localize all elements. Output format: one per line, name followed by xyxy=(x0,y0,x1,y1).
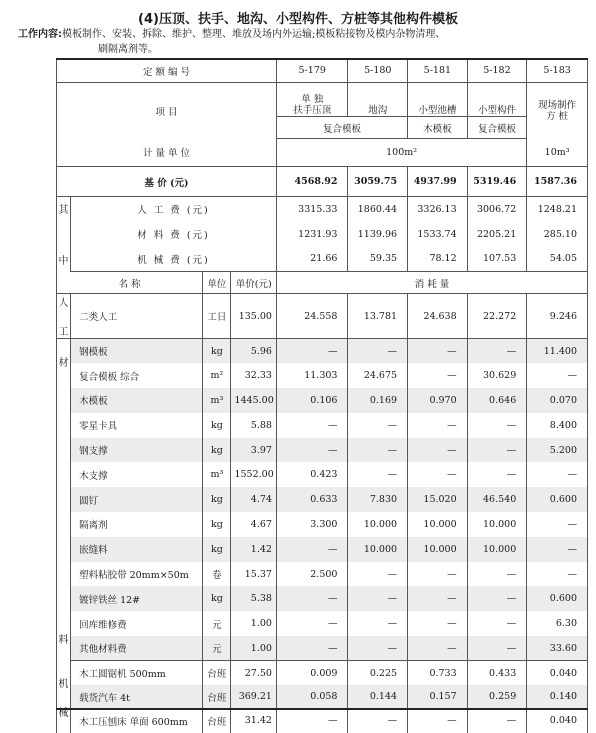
consumption-value: — xyxy=(527,363,588,388)
quota-code: 5-180 xyxy=(348,59,408,83)
consumption-value: 5.200 xyxy=(527,438,588,463)
consumption-value: 0.646 xyxy=(467,388,527,413)
consumption-value: — xyxy=(467,636,527,661)
breakdown-value: 1860.44 xyxy=(348,197,408,222)
consumption-value: 6.30 xyxy=(527,611,588,636)
item-row xyxy=(57,83,588,117)
consumption-value: — xyxy=(408,562,468,587)
resource-name: 木工压刨床 单面 600mm xyxy=(71,709,203,733)
quota-code: 5-179 xyxy=(276,59,348,83)
resource-name: 载货汽车 4t xyxy=(71,685,203,709)
col-price: 单价(元) xyxy=(231,272,277,294)
resource-unit: m³ xyxy=(203,388,231,413)
resource-price: 31.42 xyxy=(231,709,277,733)
side-qi: 其 xyxy=(58,205,69,217)
resource-name: 回库维修费 xyxy=(71,611,203,636)
col-consume: 消 耗 量 xyxy=(276,272,587,294)
consumption-value: — xyxy=(467,611,527,636)
breakdown-value: 1231.93 xyxy=(276,222,348,247)
breakdown-value: 21.66 xyxy=(276,247,348,272)
base-price-label: 基 价 (元) xyxy=(57,167,277,197)
work-content-line1: 模板制作、安装、拆除、维护、整理、堆放及场内外运输;模板粘接物及模内杂物清理、 xyxy=(62,29,446,40)
consumption-value: — xyxy=(348,709,408,733)
breakdown-label: 人 工 费 (元) xyxy=(71,197,277,222)
item-name: 地沟 xyxy=(348,83,408,117)
side-label-material xyxy=(57,339,71,661)
resource-name: 圆钉 xyxy=(71,487,203,512)
consumption-value: 0.423 xyxy=(276,462,348,487)
resource-price: 3.97 xyxy=(231,438,277,463)
consumption-value: — xyxy=(276,537,348,562)
consumption-value: — xyxy=(348,413,408,438)
resource-price: 4.67 xyxy=(231,512,277,537)
unit-label: 计 量 单 位 xyxy=(57,139,277,167)
breakdown-value: 107.53 xyxy=(467,247,527,272)
resource-name: 其他材料费 xyxy=(71,636,203,661)
resource-row xyxy=(57,661,588,685)
resource-unit: kg xyxy=(203,413,231,438)
side-label-machine xyxy=(57,661,71,733)
col-unit: 单位 xyxy=(203,272,231,294)
work-content xyxy=(18,27,588,57)
consumption-value: 0.070 xyxy=(527,388,588,413)
base-price: 4568.92 xyxy=(276,167,348,197)
resource-row xyxy=(57,537,588,562)
breakdown-value: 3006.72 xyxy=(467,197,527,222)
resource-row xyxy=(57,636,588,661)
resource-row xyxy=(57,413,588,438)
resource-unit: kg xyxy=(203,339,231,364)
consumption-value: 10.000 xyxy=(467,512,527,537)
base-price: 3059.75 xyxy=(348,167,408,197)
consumption-value: — xyxy=(527,462,588,487)
consumption-value: 0.733 xyxy=(408,661,468,685)
resource-name: 木模板 xyxy=(71,388,203,413)
consumption-value: — xyxy=(467,413,527,438)
side-label-machine-char: 机 xyxy=(58,678,69,690)
consumption-value: — xyxy=(408,709,468,733)
side-label-qizhong xyxy=(57,197,71,272)
resource-row xyxy=(57,388,588,413)
side-zhong: 中 xyxy=(58,256,69,268)
resource-unit: kg xyxy=(203,586,231,611)
resource-unit: kg xyxy=(203,512,231,537)
resource-name: 二类人工 xyxy=(71,294,203,339)
resource-row xyxy=(57,512,588,537)
resource-row xyxy=(57,709,588,733)
resource-unit: 台班 xyxy=(203,661,231,685)
resource-row xyxy=(57,562,588,587)
unit-main: 100m² xyxy=(276,139,526,167)
base-price: 1587.36 xyxy=(527,167,588,197)
consumption-value: 10.000 xyxy=(467,537,527,562)
consumption-value: 0.009 xyxy=(276,661,348,685)
consumption-value: — xyxy=(467,462,527,487)
side-label-labor-char: 工 xyxy=(58,327,69,338)
breakdown-value: 285.10 xyxy=(527,222,588,247)
page-title: (4)压顶、扶手、地沟、小型构件、方桩等其他构件模板 xyxy=(138,12,458,27)
consumption-value: — xyxy=(276,586,348,611)
side-label-machine-char: 械 xyxy=(58,707,69,719)
item-label: 项 目 xyxy=(57,83,277,139)
resource-row xyxy=(57,586,588,611)
breakdown-value: 1139.96 xyxy=(348,222,408,247)
quota-code: 5-182 xyxy=(467,59,527,83)
consumption-value: 0.040 xyxy=(527,661,588,685)
consumption-value: — xyxy=(276,339,348,364)
consumption-value: 11.303 xyxy=(276,363,348,388)
resource-row xyxy=(57,487,588,512)
breakdown-row xyxy=(57,247,588,272)
consumption-value: — xyxy=(408,611,468,636)
resource-name: 隔离剂 xyxy=(71,512,203,537)
item-name: 现场制作 方 桩 xyxy=(527,83,588,139)
resource-price: 5.96 xyxy=(231,339,277,364)
consumption-value: — xyxy=(408,636,468,661)
resource-name: 镀锌铁丝 12# xyxy=(71,586,203,611)
consumption-value: — xyxy=(276,413,348,438)
consumption-value: 7.830 xyxy=(348,487,408,512)
consumption-value: — xyxy=(408,586,468,611)
resource-price: 1.00 xyxy=(231,636,277,661)
consumption-value: 10.000 xyxy=(348,537,408,562)
resource-unit: 工日 xyxy=(203,294,231,339)
resource-name: 钢模板 xyxy=(71,339,203,364)
breakdown-value: 3315.33 xyxy=(276,197,348,222)
consumption-value: 0.157 xyxy=(408,685,468,709)
quota-table xyxy=(56,58,588,733)
consumption-value: 0.225 xyxy=(348,661,408,685)
resource-unit: m³ xyxy=(203,462,231,487)
consumption-value: — xyxy=(408,438,468,463)
consumption-value: 0.433 xyxy=(467,661,527,685)
consumption-value: 0.970 xyxy=(408,388,468,413)
consumption-value: 15.020 xyxy=(408,487,468,512)
breakdown-value: 1533.74 xyxy=(408,222,468,247)
side-label-material-char: 材 xyxy=(58,357,69,369)
resource-price: 1445.00 xyxy=(231,388,277,413)
item-name: 单 独 扶手压顶 xyxy=(276,83,348,117)
resource-name: 钢支撑 xyxy=(71,438,203,463)
resource-price: 5.88 xyxy=(231,413,277,438)
resource-price: 1552.00 xyxy=(231,462,277,487)
resource-price: 27.50 xyxy=(231,661,277,685)
resource-unit: 卷 xyxy=(203,562,231,587)
consumption-value: — xyxy=(527,562,588,587)
breakdown-value: 78.12 xyxy=(408,247,468,272)
consumption-value: — xyxy=(467,709,527,733)
formwork-type: 复合模板 xyxy=(276,117,407,139)
resource-price: 15.37 xyxy=(231,562,277,587)
consumption-value: 8.400 xyxy=(527,413,588,438)
resource-row xyxy=(57,462,588,487)
consumption-value: — xyxy=(276,611,348,636)
consumption-value: 0.600 xyxy=(527,586,588,611)
resource-row xyxy=(57,611,588,636)
formwork-type: 复合模板 xyxy=(467,117,527,139)
consumption-value: 0.040 xyxy=(527,709,588,733)
consumption-value: 22.272 xyxy=(467,294,527,339)
base-price: 4937.99 xyxy=(408,167,468,197)
consumption-value: — xyxy=(348,586,408,611)
resource-name: 木支撑 xyxy=(71,462,203,487)
consumption-value: 11.400 xyxy=(527,339,588,364)
consumption-value: — xyxy=(408,363,468,388)
resource-unit: 台班 xyxy=(203,709,231,733)
consumption-value: 0.140 xyxy=(527,685,588,709)
breakdown-value: 54.05 xyxy=(527,247,588,272)
consumption-value: 10.000 xyxy=(408,512,468,537)
consumption-value: 46.540 xyxy=(467,487,527,512)
resource-price: 1.00 xyxy=(231,611,277,636)
breakdown-value: 1248.21 xyxy=(527,197,588,222)
consumption-value: 0.600 xyxy=(527,487,588,512)
breakdown-value: 59.35 xyxy=(348,247,408,272)
base-price-row xyxy=(57,167,588,197)
resource-unit: 台班 xyxy=(203,685,231,709)
base-price: 5319.46 xyxy=(467,167,527,197)
consumption-value: — xyxy=(348,438,408,463)
consumption-value: 0.106 xyxy=(276,388,348,413)
consumption-value: 24.638 xyxy=(408,294,468,339)
breakdown-row xyxy=(57,222,588,247)
formwork-type: 木模板 xyxy=(408,117,468,139)
consumption-value: 0.169 xyxy=(348,388,408,413)
resource-row xyxy=(57,294,588,339)
column-header-row xyxy=(57,272,588,294)
code-row xyxy=(57,59,588,83)
col-name: 名 称 xyxy=(57,272,203,294)
unit-last: 10m³ xyxy=(527,139,588,167)
resource-price: 32.33 xyxy=(231,363,277,388)
consumption-value: — xyxy=(348,611,408,636)
resource-name: 木工圆锯机 500mm xyxy=(71,661,203,685)
consumption-value: — xyxy=(527,537,588,562)
item-name: 小型池槽 xyxy=(408,83,468,117)
work-content-line2: 刷隔离剂等。 xyxy=(98,44,158,55)
consumption-value: — xyxy=(276,438,348,463)
resource-unit: 元 xyxy=(203,636,231,661)
consumption-value: 0.259 xyxy=(467,685,527,709)
consumption-value: — xyxy=(408,462,468,487)
side-label-material-char: 料 xyxy=(58,635,69,647)
consumption-value: 24.675 xyxy=(348,363,408,388)
consumption-value: — xyxy=(467,562,527,587)
breakdown-row xyxy=(57,197,588,222)
resource-unit: kg xyxy=(203,537,231,562)
resource-row xyxy=(57,363,588,388)
resource-name: 塑料粘胶带 20mm×50m xyxy=(71,562,203,587)
consumption-value: — xyxy=(348,562,408,587)
consumption-value: 30.629 xyxy=(467,363,527,388)
consumption-value: — xyxy=(467,586,527,611)
consumption-value: 24.558 xyxy=(276,294,348,339)
consumption-value: — xyxy=(527,512,588,537)
consumption-value: 3.300 xyxy=(276,512,348,537)
consumption-value: — xyxy=(467,438,527,463)
resource-name: 复合模板 综合 xyxy=(71,363,203,388)
consumption-value: 10.000 xyxy=(348,512,408,537)
consumption-value: — xyxy=(348,636,408,661)
consumption-value: 9.246 xyxy=(527,294,588,339)
consumption-value: — xyxy=(408,413,468,438)
resource-price: 1.42 xyxy=(231,537,277,562)
work-content-label: 工作内容: xyxy=(18,29,62,40)
resource-row xyxy=(57,685,588,709)
consumption-value: — xyxy=(408,339,468,364)
item-name: 小型构件 xyxy=(467,83,527,117)
resource-unit: kg xyxy=(203,438,231,463)
resource-row xyxy=(57,339,588,364)
resource-price: 369.21 xyxy=(231,685,277,709)
breakdown-value: 3326.13 xyxy=(408,197,468,222)
consumption-value: 0.144 xyxy=(348,685,408,709)
resource-unit: m² xyxy=(203,363,231,388)
code-label: 定 额 编 号 xyxy=(57,59,277,83)
consumption-value: — xyxy=(276,636,348,661)
consumption-value: 0.058 xyxy=(276,685,348,709)
resource-row xyxy=(57,438,588,463)
quota-code: 5-181 xyxy=(408,59,468,83)
unit-row xyxy=(57,139,588,167)
consumption-value: 2.500 xyxy=(276,562,348,587)
resource-name: 零星卡具 xyxy=(71,413,203,438)
consumption-value: — xyxy=(348,462,408,487)
breakdown-label: 材 料 费 (元) xyxy=(71,222,277,247)
resource-unit: kg xyxy=(203,487,231,512)
consumption-value: 10.000 xyxy=(408,537,468,562)
breakdown-value: 2205.21 xyxy=(467,222,527,247)
breakdown-label: 机 械 费 (元) xyxy=(71,247,277,272)
consumption-value: — xyxy=(467,339,527,364)
resource-price: 4.74 xyxy=(231,487,277,512)
side-label-labor xyxy=(57,294,71,339)
side-label-labor-char: 人 xyxy=(58,298,69,309)
consumption-value: — xyxy=(276,709,348,733)
resource-price: 5.38 xyxy=(231,586,277,611)
resource-price: 135.00 xyxy=(231,294,277,339)
quota-code: 5-183 xyxy=(527,59,588,83)
resource-name: 嵌缝料 xyxy=(71,537,203,562)
consumption-value: 33.60 xyxy=(527,636,588,661)
resource-unit: 元 xyxy=(203,611,231,636)
consumption-value: — xyxy=(348,339,408,364)
consumption-value: 0.633 xyxy=(276,487,348,512)
consumption-value: 13.781 xyxy=(348,294,408,339)
